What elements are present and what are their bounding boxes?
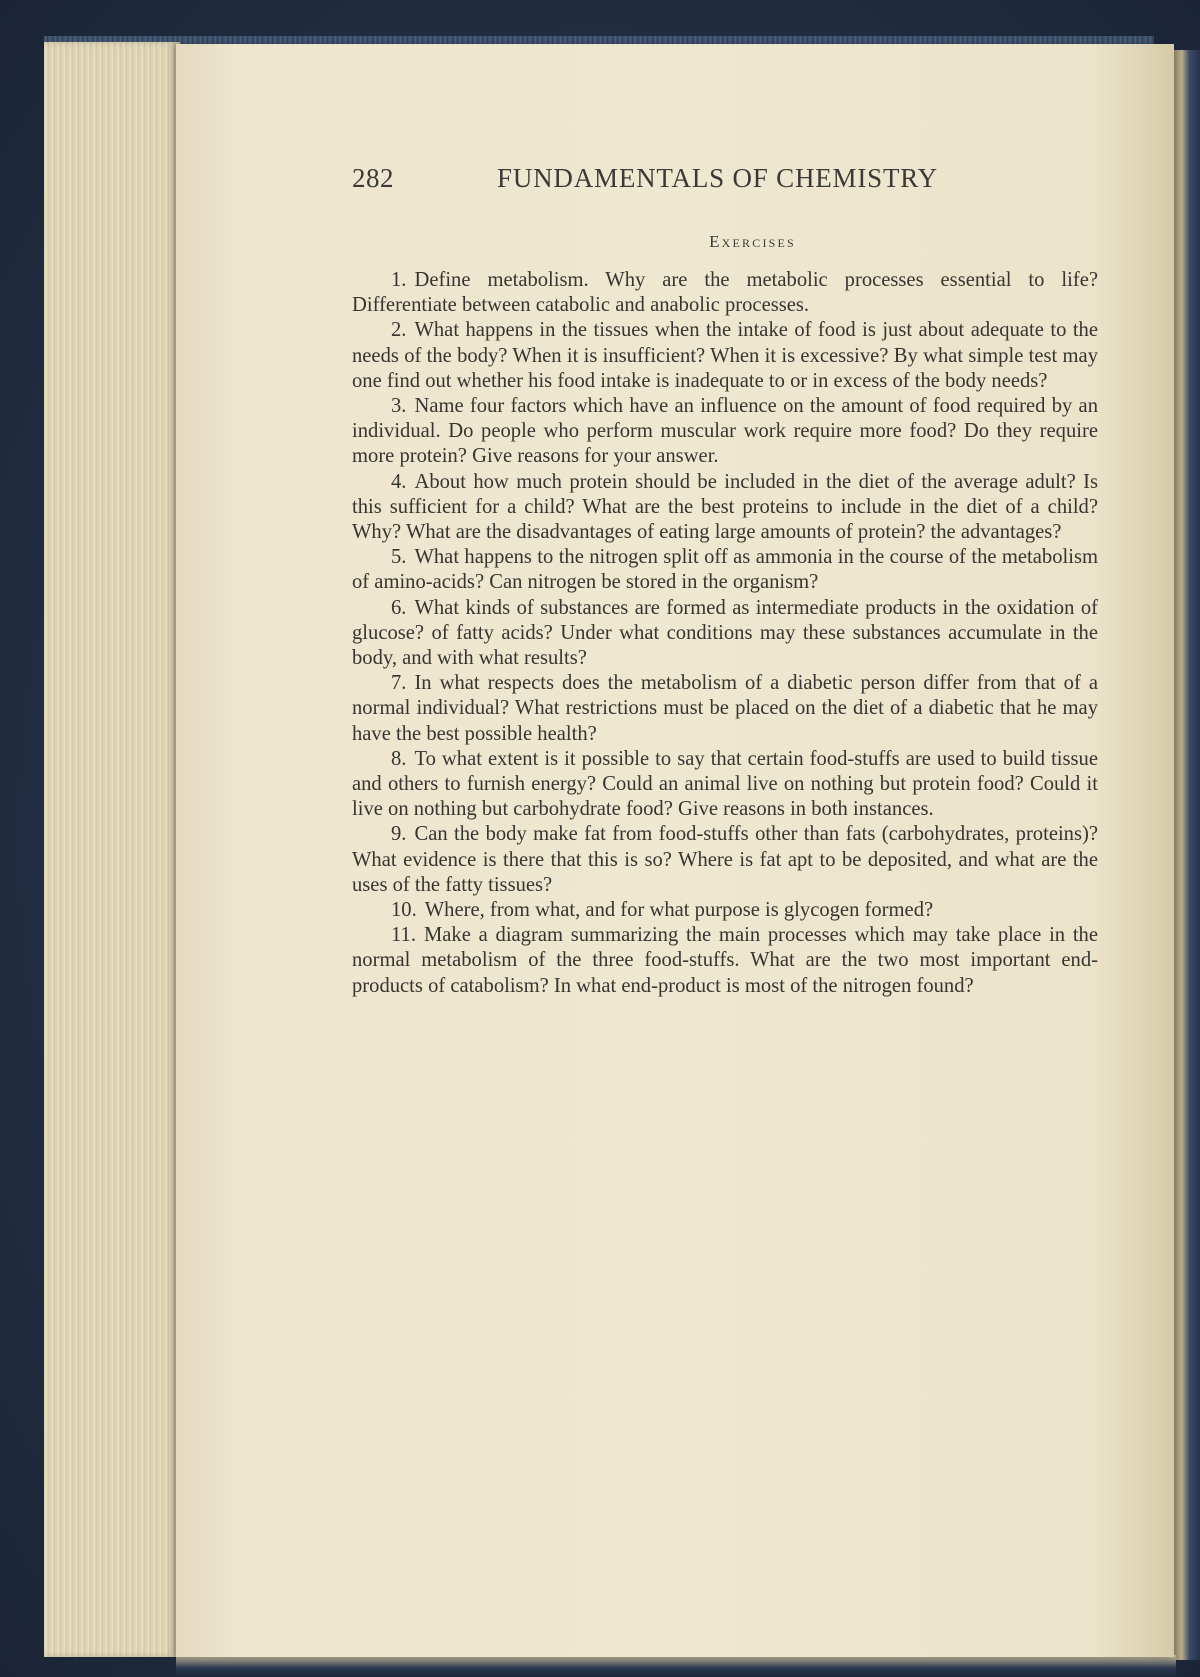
running-title: FUNDAMENTALS OF CHEMISTRY (497, 163, 938, 193)
exercise-text: Where, from what, and for what purpose is glycogen formed? (424, 899, 934, 922)
exercise-number: 4. (391, 470, 407, 493)
exercise-text: In what respects does the metabolism of a diabetic person differ from that of a normal individual? What restrictions must be placed on the diet of a diabetic that he may have the best possible health? (352, 672, 1098, 745)
section-heading-text: Exercises (709, 232, 796, 251)
exercise-item (352, 923, 1098, 999)
exercise-text: What happens in the tissues when the intake of food is just about adequate to the needs of the body? When it is insufficient? When it is excessive? By what simple test may one find out whether his food intake is inadequate to or in excess of the body needs? (352, 319, 1098, 392)
exercise-item (352, 671, 1098, 747)
exercise-number: 1. (391, 269, 407, 291)
exercise-item (352, 318, 1098, 394)
exercise-text: About how much protein should be included in the diet of the average adult? Is this sufficient for a child? What are the best proteins to include in the diet of a child? Why? What are the disadvantages of eating large amounts of protein? the advantages? (352, 470, 1098, 544)
exercise-text: Name four factors which have an influence on the amount of food required by an individual. Do people who perform muscular work require more food? Do they require more protein? Give reasons for your answer. (352, 395, 1098, 468)
exercise-item (352, 545, 1098, 595)
exercise-number: 5. (391, 546, 407, 569)
exercise-item (352, 470, 1098, 546)
exercise-number: 11. (391, 924, 416, 947)
exercise-number: 9. (391, 823, 407, 846)
exercise-text: What happens to the nitrogen split off as ammonia in the course of the metabolism of amino-acids? Can nitrogen be stored in the organism? (352, 546, 1098, 594)
running-head (352, 163, 956, 203)
exercise-text: What kinds of substances are formed as intermediate products in the oxidation of glucose? of fatty acids? Under what conditions may these substances accumulate in the body, and with what results? (352, 596, 1098, 670)
exercise-text: Make a diagram summarizing the main processes which may take place in the normal metabolism of the three food-stuffs. What are the two most important end-products of catabolism? In what end-product is most of the nitrogen found? (352, 924, 1098, 997)
section-heading (352, 232, 1098, 252)
binding-gutter (1174, 50, 1200, 1660)
exercise-number: 6. (391, 596, 407, 619)
page-stack-left-edge (44, 42, 180, 1657)
exercise-number: 8. (391, 747, 407, 770)
exercise-item (352, 596, 1098, 672)
exercise-number: 10. (391, 899, 417, 922)
exercise-text: To what extent is it possible to say that certain food-stuffs are used to build tissue and others to furnish energy? Could an animal live on nothing but protein food? Could it live on nothing but carbohydrate food? Give reasons in both instances. (352, 747, 1098, 821)
page-bottom-edge (176, 1655, 1176, 1677)
exercise-text: Define metabolism. Why are the metabolic processes essential to life? Differentiate between catabolic and anabolic processes. (352, 269, 1098, 317)
exercise-list (352, 268, 1098, 999)
exercise-item (352, 394, 1098, 470)
exercise-number: 2. (391, 319, 407, 342)
exercise-item (352, 268, 1098, 318)
exercise-number: 3. (391, 395, 407, 418)
exercise-number: 7. (391, 672, 407, 695)
exercise-item (352, 822, 1098, 898)
exercise-text: Can the body make fat from food-stuffs other than fats (carbohydrates, proteins)? What evidence is there that this is so? Where is fat apt to be deposited, and what are the uses of the fatty tissues? (352, 823, 1098, 896)
exercise-item (352, 898, 1098, 923)
page-number: 282 (352, 163, 394, 193)
exercise-item (352, 747, 1098, 823)
